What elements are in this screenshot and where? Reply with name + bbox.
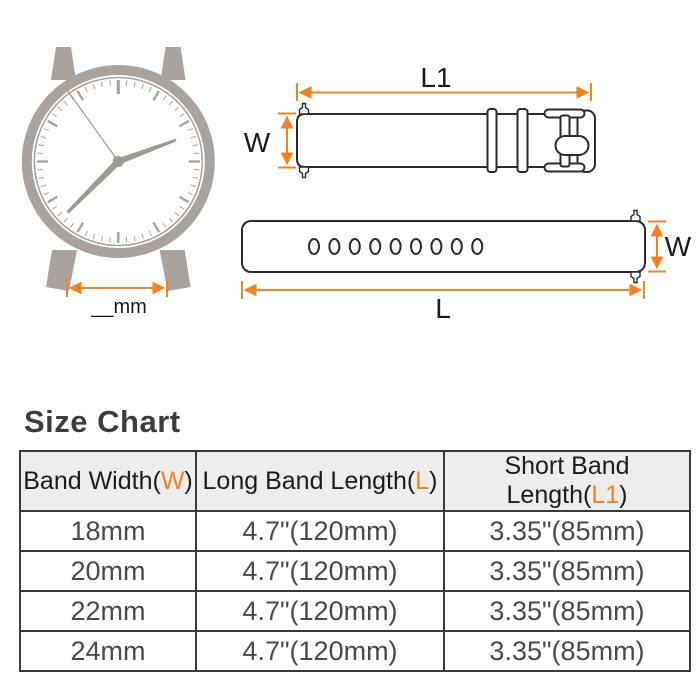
watch-illustration <box>22 47 215 318</box>
short-band-length-cell: 3.35"(85mm) <box>444 631 690 671</box>
header-accent-l: L <box>415 466 430 495</box>
spring-bar-pin <box>631 211 640 222</box>
short-band-width-arrow <box>278 114 296 168</box>
header-text: Band Width( <box>23 466 161 495</box>
band-width-cell: 18mm <box>20 511 196 551</box>
header-text: Long Band Length( <box>202 466 416 495</box>
band-width-cell: 24mm <box>20 631 196 671</box>
long-band-width-arrow <box>648 222 666 272</box>
long-band-length-cell: 4.7"(120mm) <box>196 511 444 551</box>
header-text: ) <box>184 466 193 495</box>
table-row <box>20 551 690 591</box>
long-band-length-label: L <box>435 293 451 324</box>
band-hole <box>472 239 482 254</box>
col-header-long-band-length <box>196 451 444 511</box>
lug-top-left <box>51 47 76 80</box>
short-band-diagram <box>244 62 595 178</box>
spring-bar-pin <box>631 272 640 283</box>
long-band-holes <box>309 239 482 254</box>
col-header-band-width <box>20 451 196 511</box>
band-width-cell: 20mm <box>20 551 196 591</box>
band-hole <box>329 239 339 254</box>
header-text: Short Band Length( <box>504 452 630 509</box>
long-band-length-cell: 4.7"(120mm) <box>196 551 444 591</box>
band-hole <box>309 239 319 254</box>
band-hole <box>411 239 421 254</box>
table-row <box>20 511 690 551</box>
band-hole <box>350 239 360 254</box>
size-chart-title: Size Chart <box>24 404 181 439</box>
spring-bar-pin <box>300 104 309 115</box>
lug-bottom-right <box>160 250 191 291</box>
case-width-arrow <box>67 279 167 297</box>
size-chart-table <box>19 450 691 672</box>
long-band-strap <box>242 221 645 272</box>
watch-center-dot <box>113 156 124 167</box>
keeper-loop <box>488 109 497 172</box>
long-band-length-cell: 4.7"(120mm) <box>196 631 444 671</box>
short-band-length-cell: 3.35"(85mm) <box>444 511 690 551</box>
band-hole <box>431 239 441 254</box>
band-hole <box>370 239 380 254</box>
table-row <box>20 591 690 631</box>
table-row <box>20 631 690 671</box>
measurement-diagram <box>0 0 700 345</box>
band-hole <box>391 239 401 254</box>
header-accent-l1: L1 <box>591 481 620 509</box>
band-width-cell: 22mm <box>20 591 196 631</box>
buckle-tongue <box>556 136 589 155</box>
short-band-width-label: W <box>243 127 271 158</box>
table-header-row <box>20 451 690 511</box>
header-accent-w: W <box>160 466 185 495</box>
band-hole <box>452 239 462 254</box>
lug-top-right <box>161 47 186 80</box>
long-band-width-label: W <box>664 231 692 262</box>
long-band-diagram <box>242 211 692 325</box>
col-header-short-band-length <box>444 451 690 511</box>
spring-bar-pin <box>300 167 309 178</box>
long-band-length-cell: 4.7"(120mm) <box>196 591 444 631</box>
short-band-length-cell: 3.35"(85mm) <box>444 551 690 591</box>
short-band-length-cell: 3.35"(85mm) <box>444 591 690 631</box>
header-text: ) <box>429 466 438 495</box>
case-width-label: __mm <box>91 296 147 318</box>
keeper-loop <box>518 109 528 172</box>
header-text: ) <box>619 481 628 509</box>
short-band-length-label: L1 <box>420 62 452 93</box>
lug-bottom-left <box>46 250 77 291</box>
